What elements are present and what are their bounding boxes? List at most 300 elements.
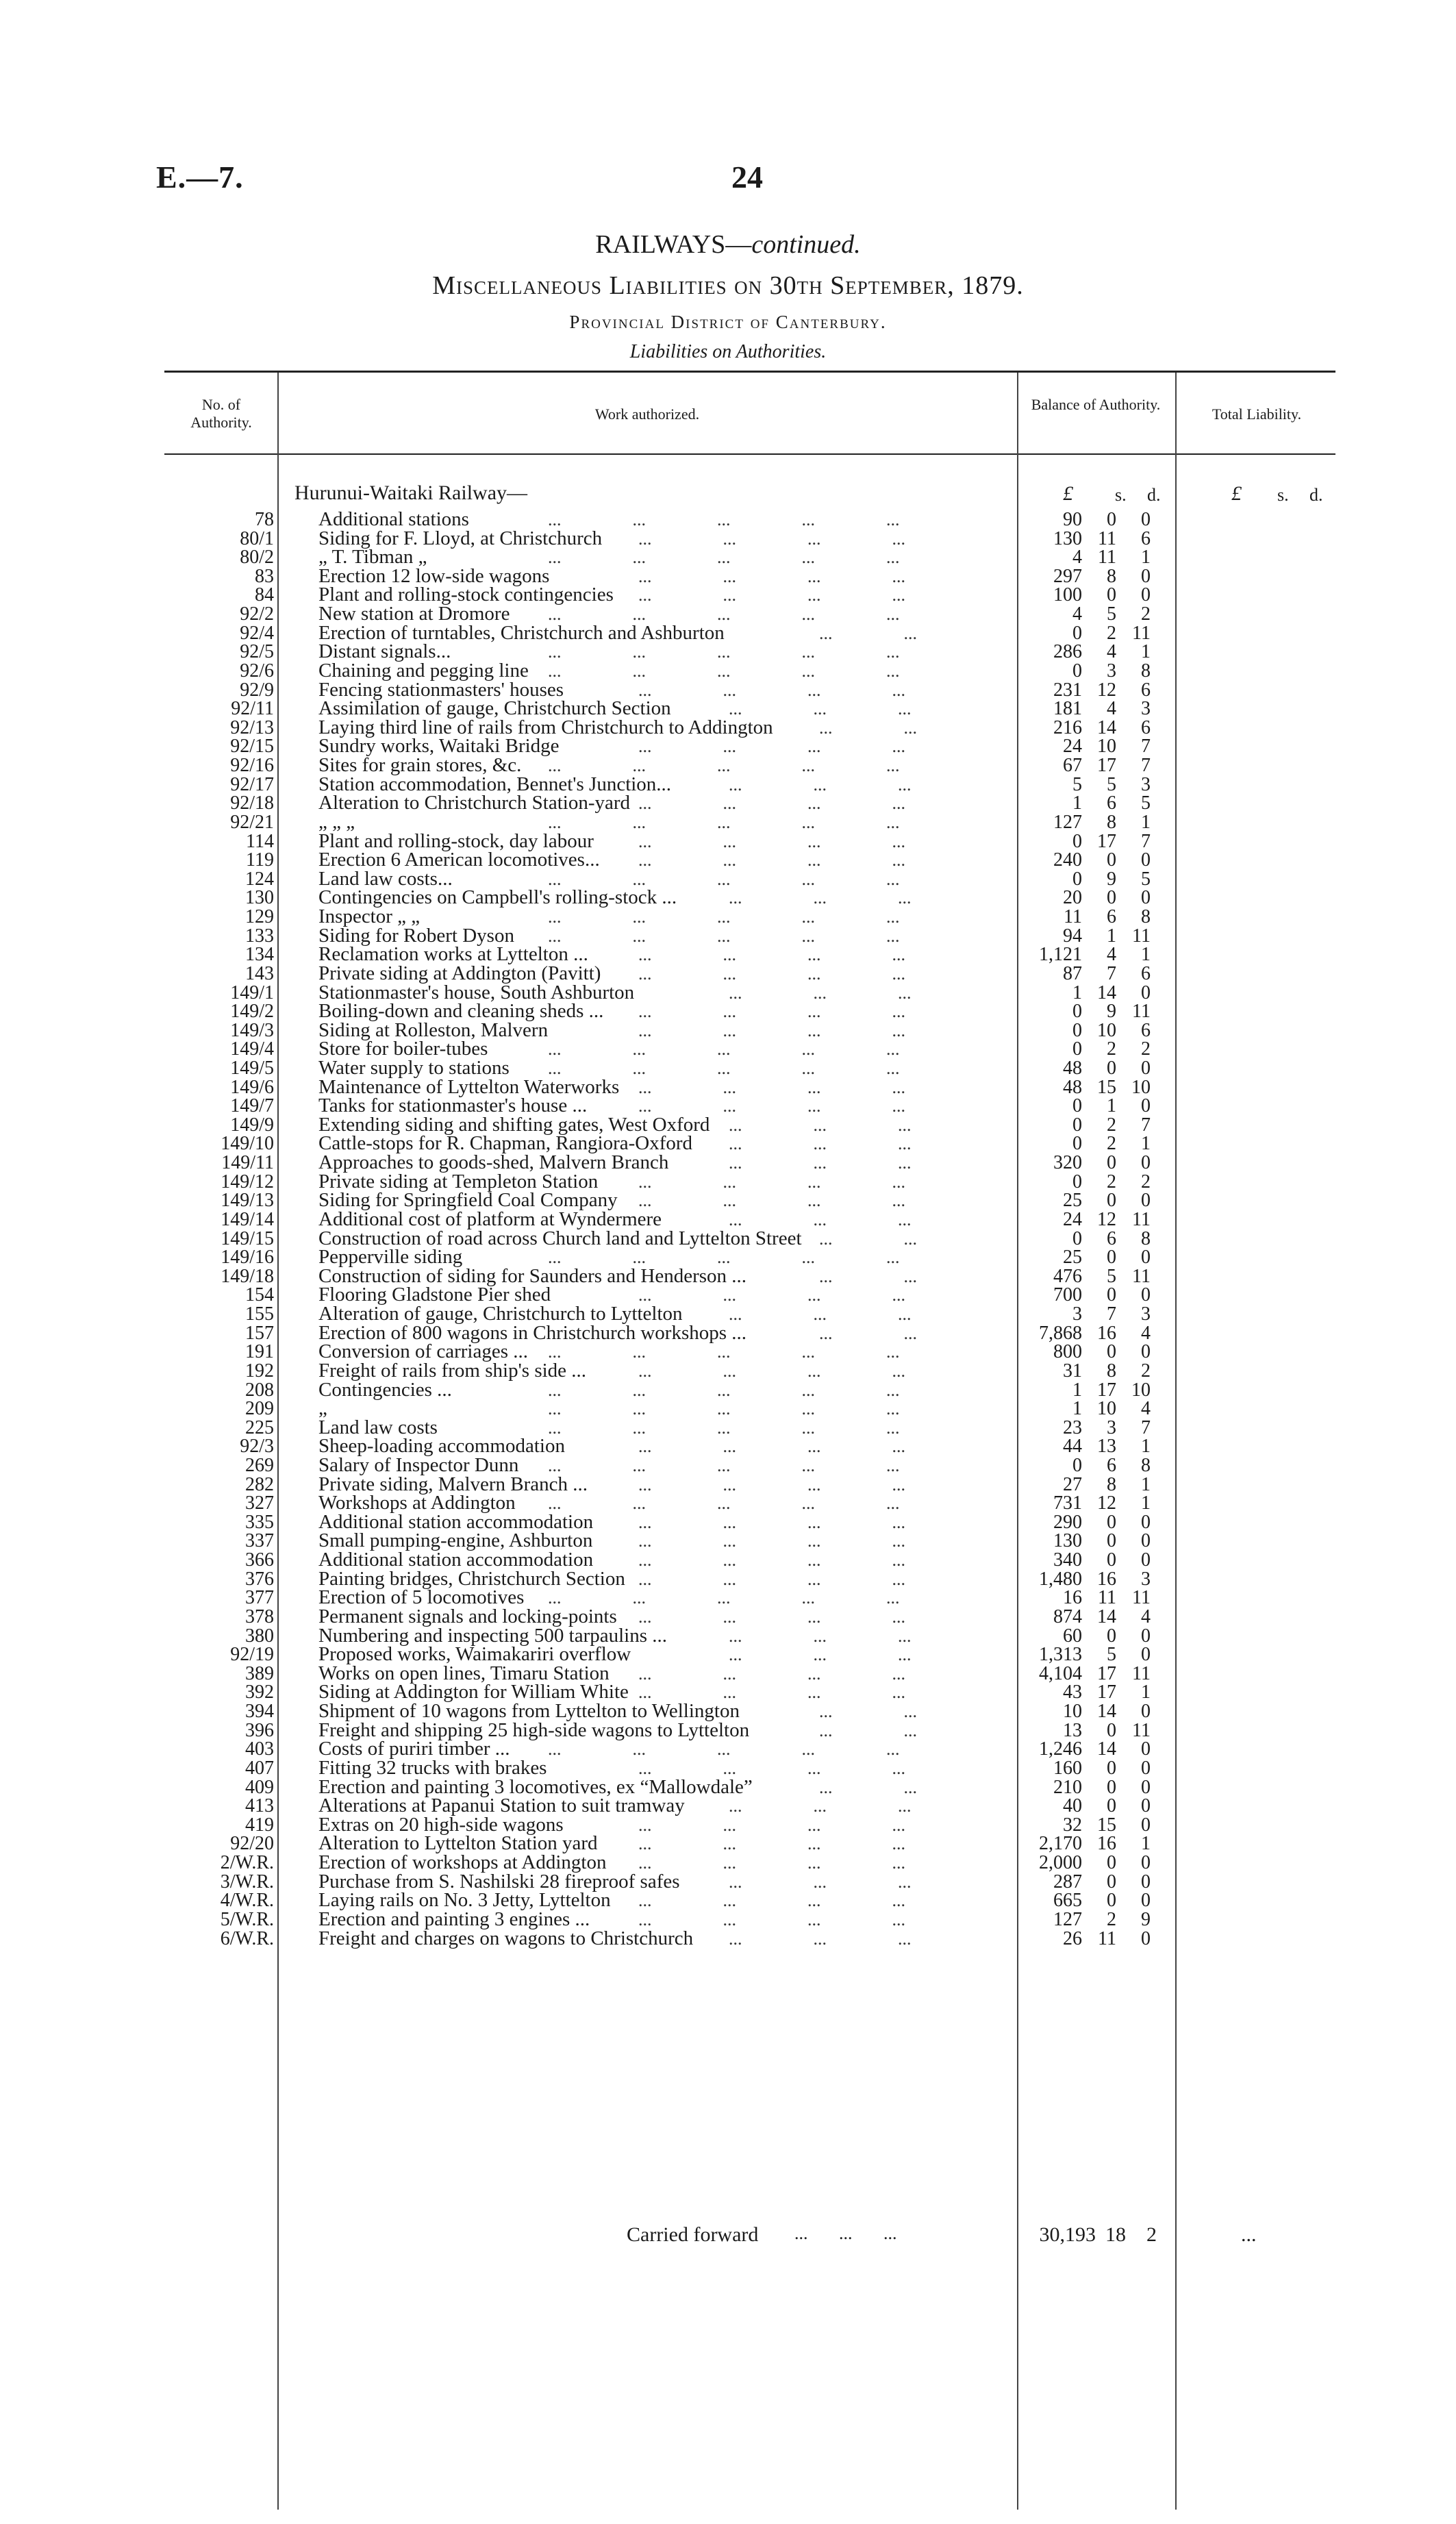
table-row: [164, 1797, 1260, 1815]
balance-pounds: 160: [1053, 1757, 1082, 1779]
work-description: Extras on 20 high-side wagons: [318, 1813, 564, 1836]
balance-shillings: 16: [1097, 1833, 1116, 1855]
table-row: [164, 1551, 1260, 1569]
leader-dots: ... ... ... ... ...: [548, 755, 900, 776]
balance-shillings: 0: [1107, 849, 1116, 871]
balance-pounds: 1: [1072, 1379, 1082, 1401]
balance-pence: 11: [1132, 1265, 1151, 1287]
work-description: Construction of road across Church land and Lyttelton Street: [318, 1227, 802, 1249]
work-description: Additional station accommodation: [318, 1549, 594, 1571]
work-description: Additional station accommodation: [318, 1510, 594, 1533]
work-description: Alterations at Papanui Station to suit tramway: [318, 1795, 685, 1817]
balance-pounds: 731: [1053, 1492, 1082, 1514]
work-description: Pepperville siding: [318, 1246, 463, 1269]
group-heading: Hurunui-Waitaki Railway—: [294, 482, 528, 504]
balance-pounds: 24: [1063, 736, 1082, 758]
balance-pounds: 3: [1072, 1303, 1082, 1325]
leader-dots: ... ... ... ...: [638, 1285, 905, 1305]
work-description: Laying third line of rails from Christchurch to Addington: [318, 716, 773, 738]
balance-shillings: 16: [1097, 1322, 1116, 1344]
balance-pounds: 67: [1063, 755, 1082, 777]
balance-pence: 0: [1141, 1095, 1151, 1117]
work-description: Private siding at Addington (Pavitt): [318, 962, 601, 984]
balance-shillings: 0: [1107, 887, 1116, 909]
balance-pounds: 665: [1053, 1890, 1082, 1912]
balance-pence: 4: [1141, 1322, 1151, 1344]
authority-number: 149/14: [221, 1208, 274, 1230]
leader-dots: ... ...: [819, 1777, 917, 1797]
balance-pounds: 24: [1063, 1208, 1082, 1230]
work-description: Erection of 5 locomotives: [318, 1586, 525, 1609]
balance-pounds: 1,121: [1039, 944, 1082, 966]
authority-number: 92/2: [240, 603, 274, 625]
table-row: [164, 1097, 1260, 1115]
table-row: [164, 1605, 1260, 1627]
authority-number: 78: [255, 509, 274, 530]
balance-shillings: 5: [1107, 773, 1116, 795]
authority-number: 155: [245, 1303, 274, 1325]
table-row: [164, 1134, 1260, 1153]
table-row: [164, 1321, 1260, 1344]
balance-pence: 0: [1141, 1927, 1151, 1949]
table-row: [164, 621, 1260, 644]
balance-shillings: 5: [1107, 1265, 1116, 1287]
balance-shillings: 0: [1107, 1530, 1116, 1552]
authority-number: 378: [245, 1605, 274, 1627]
balance-pounds: 286: [1053, 641, 1082, 663]
work-description: Numbering and inspecting 500 tarpaulins ...: [318, 1624, 668, 1647]
leader-dots: ... ... ... ... ...: [548, 1379, 900, 1400]
balance-shillings: 8: [1107, 811, 1116, 833]
table-row: [164, 867, 1260, 890]
leader-dots: ... ... ... ... ...: [548, 812, 900, 832]
work-description: Store for boiler-tubes: [318, 1038, 488, 1060]
balance-pounds: 2,170: [1039, 1833, 1082, 1855]
page-title: [0, 229, 1456, 260]
balance-pounds: 48: [1063, 1057, 1082, 1079]
balance-shillings: 3: [1107, 1416, 1116, 1438]
authority-number: 380: [245, 1625, 274, 1647]
work-description: Contingencies on Campbell's rolling-stock ...: [318, 886, 677, 909]
balance-shillings: 0: [1107, 1549, 1116, 1571]
balance-pounds: 800: [1053, 1341, 1082, 1363]
balance-pence: 6: [1141, 527, 1151, 549]
work-description: New station at Dromore: [318, 603, 510, 625]
table-row: [164, 924, 1260, 947]
balance-pence: 7: [1141, 1114, 1151, 1136]
header-authority-no: No. of Authority.: [190, 396, 252, 431]
work-description: Chaining and pegging line: [318, 659, 529, 682]
balance-pounds: 0: [1072, 1019, 1082, 1041]
leader-dots: ... ... ... ...: [638, 1890, 905, 1911]
authority-number: 225: [245, 1416, 274, 1438]
balance-pence: 0: [1141, 565, 1151, 587]
table-row: [164, 888, 1260, 907]
balance-pence: 0: [1141, 982, 1151, 1003]
balance-pounds: 2,000: [1039, 1852, 1082, 1874]
balance-pence: 1: [1141, 811, 1151, 833]
work-description: Erection 12 low-side wagons: [318, 564, 550, 587]
authority-number: 149/5: [230, 1057, 274, 1079]
balance-pounds: 20: [1063, 887, 1082, 909]
balance-shillings: 1: [1107, 925, 1116, 947]
balance-pounds: 1: [1072, 982, 1082, 1003]
balance-pence: 0: [1141, 1530, 1151, 1552]
carried-forward-label: Carried forward: [627, 2223, 759, 2246]
document-code: E.—7.: [156, 160, 244, 195]
authority-number: 149/16: [221, 1247, 274, 1269]
balance-pounds: 340: [1053, 1549, 1082, 1571]
work-description: Sundry works, Waitaki Bridge: [318, 735, 560, 758]
leader-dots: ... ... ... ... ...: [548, 1493, 900, 1514]
authority-number: 92/15: [230, 736, 274, 758]
balance-pence: 0: [1141, 1757, 1151, 1779]
balance-shillings: 13: [1097, 1436, 1116, 1458]
balance-shillings: 3: [1107, 660, 1116, 682]
balance-pounds: 287: [1053, 1871, 1082, 1892]
work-description: Land law costs: [318, 1416, 438, 1438]
balance-pence: 2: [1141, 603, 1151, 625]
balance-pence: 2: [1141, 1360, 1151, 1382]
page-number: 24: [731, 160, 763, 195]
balance-pounds: 700: [1053, 1284, 1082, 1306]
balance-pence: 11: [1132, 1719, 1151, 1741]
leader-dots: ... ... ...: [729, 982, 912, 1003]
balance-pounds: 240: [1053, 849, 1082, 871]
table-row: [164, 1510, 1260, 1533]
subtitle: Miscellaneous Liabilities on 30th September, 1879.: [432, 271, 1024, 300]
leader-dots: ... ... ... ...: [638, 963, 905, 984]
balance-pence: 0: [1141, 1511, 1151, 1533]
table-row: [164, 1153, 1260, 1172]
balance-pence: 6: [1141, 679, 1151, 701]
work-description: Land law costs...: [318, 867, 453, 890]
authority-number: 84: [255, 584, 274, 606]
balance-pounds: 0: [1072, 1171, 1082, 1192]
balance-shillings: 0: [1107, 1247, 1116, 1269]
carried-forward-dots: ... ... ...: [794, 2223, 897, 2243]
balance-pence: 10: [1131, 1379, 1151, 1401]
authority-number: 149/9: [230, 1114, 274, 1136]
balance-pound-symbol: £: [1063, 482, 1073, 505]
balance-pence: 1: [1141, 1436, 1151, 1458]
authority-number: 191: [245, 1341, 274, 1363]
work-description: Small pumping-engine, Ashburton: [318, 1529, 593, 1552]
balance-pounds: 5: [1072, 773, 1082, 795]
table-top-rule: [164, 371, 1335, 373]
authority-number: 92/9: [240, 679, 274, 701]
leader-dots: ... ... ... ... ...: [548, 1342, 900, 1362]
balance-pounds: 11: [1064, 906, 1082, 928]
leader-dots: ... ... ... ...: [638, 1171, 905, 1192]
balance-shillings: 6: [1107, 792, 1116, 814]
table-row: [164, 810, 1260, 833]
table-row: [164, 1075, 1260, 1098]
balance-shillings: 2: [1107, 1114, 1116, 1136]
header-work-authorized: Work authorized.: [594, 405, 700, 423]
balance-pence: 1: [1141, 1833, 1151, 1855]
work-description: Stationmaster's house, South Ashburton: [318, 981, 635, 1003]
table-row: [164, 1475, 1260, 1494]
work-description: Costs of puriri timber ...: [318, 1738, 510, 1760]
balance-shillings: 0: [1107, 1152, 1116, 1174]
balance-pence: 2: [1141, 1038, 1151, 1060]
table-row: [164, 1229, 1260, 1248]
authority-number: 335: [245, 1511, 274, 1533]
balance-pence: 6: [1141, 716, 1151, 738]
balance-pounds: 1: [1072, 1398, 1082, 1420]
balance-pounds: 23: [1063, 1416, 1082, 1438]
authority-number: 407: [245, 1757, 274, 1779]
leader-dots: ... ... ... ...: [638, 585, 905, 605]
table-row: [164, 964, 1260, 983]
authority-number: 149/2: [230, 1001, 274, 1023]
table-row: [164, 851, 1260, 869]
work-description: Permanent signals and locking-points: [318, 1605, 617, 1627]
balance-pence: 0: [1141, 1625, 1151, 1647]
balance-pence: 11: [1132, 1208, 1151, 1230]
leader-dots: ... ... ... ... ...: [548, 1417, 900, 1438]
balance-pounds: 181: [1053, 698, 1082, 720]
balance-pounds: 1,246: [1039, 1738, 1082, 1760]
balance-shillings: 17: [1097, 1662, 1116, 1684]
authority-number: 92/20: [230, 1833, 274, 1855]
balance-shillings: 12: [1097, 1208, 1116, 1230]
leader-dots: ... ... ... ... ...: [548, 642, 900, 662]
leader-dots: ... ... ... ...: [638, 1758, 905, 1778]
balance-pence: 0: [1141, 1057, 1151, 1079]
balance-pence: 1: [1141, 641, 1151, 663]
authority-number: 143: [245, 962, 274, 984]
balance-pence: 0: [1141, 849, 1151, 871]
balance-pounds: 1,313: [1039, 1644, 1082, 1666]
table-row: [164, 1910, 1260, 1929]
authority-number: 419: [245, 1814, 274, 1836]
authority-number: 92/17: [230, 773, 274, 795]
table-row: [164, 699, 1260, 718]
balance-pounds: 290: [1053, 1511, 1082, 1533]
balance-pence: 7: [1141, 1416, 1151, 1438]
balance-pence: 1: [1141, 547, 1151, 568]
leader-dots: ... ... ... ...: [638, 1814, 905, 1835]
balance-pounds: 31: [1063, 1360, 1082, 1382]
authority-number: 119: [246, 849, 274, 871]
work-description: Boiling-down and cleaning sheds ...: [318, 1000, 604, 1023]
section-heading: Liabilities on Authorities.: [629, 341, 827, 362]
balance-shillings: 10: [1097, 1398, 1116, 1420]
work-description: Siding for Robert Dyson: [318, 924, 514, 947]
table-row: [164, 1721, 1260, 1740]
balance-shilling-label: s.: [1115, 485, 1127, 505]
balance-pence: 3: [1141, 1568, 1151, 1590]
authority-number: 124: [245, 868, 274, 890]
leader-dots: ... ... ... ...: [638, 1550, 905, 1571]
table-row: [164, 1624, 1260, 1647]
balance-pence: 0: [1141, 1795, 1151, 1817]
balance-shillings: 0: [1107, 509, 1116, 530]
leader-dots: ... ... ... ...: [638, 1606, 905, 1627]
work-description: Contingencies ...: [318, 1378, 452, 1401]
balance-pence: 1: [1141, 1133, 1151, 1155]
authority-number: 149/11: [221, 1152, 274, 1174]
balance-pounds: 210: [1053, 1776, 1082, 1798]
balance-pence: 11: [1132, 1001, 1151, 1023]
balance-shillings: 11: [1098, 547, 1116, 568]
table-row: [164, 1002, 1260, 1021]
work-description: „: [318, 1397, 327, 1420]
balance-pence: 1: [1141, 944, 1151, 966]
balance-pounds: 130: [1053, 527, 1082, 549]
table-row: [164, 1246, 1260, 1269]
leader-dots: ... ... ... ...: [638, 850, 905, 871]
table-row: [164, 1891, 1260, 1910]
balance-shillings: 0: [1107, 1757, 1116, 1779]
balance-shillings: 14: [1097, 1701, 1116, 1723]
balance-shillings: 0: [1107, 1057, 1116, 1079]
balance-pounds: 90: [1063, 509, 1082, 530]
authority-number: 80/1: [240, 527, 274, 549]
balance-shillings: 2: [1107, 622, 1116, 644]
leader-dots: ... ... ...: [729, 1114, 912, 1135]
header-balance: Balance of Authority.: [1031, 396, 1161, 413]
balance-pounds: 94: [1063, 925, 1082, 947]
table-row: [164, 1813, 1260, 1836]
balance-shillings: 16: [1097, 1568, 1116, 1590]
balance-shillings: 8: [1107, 1360, 1116, 1382]
table-row: [164, 659, 1260, 682]
table-row: [164, 678, 1260, 701]
work-description: Private siding, Malvern Branch ...: [318, 1473, 588, 1495]
balance-shillings: 8: [1107, 1473, 1116, 1495]
balance-shillings: 6: [1107, 906, 1116, 928]
balance-pence: 0: [1141, 1738, 1151, 1760]
balance-pence: 0: [1141, 1247, 1151, 1269]
work-description: Salary of Inspector Dunn: [318, 1454, 519, 1476]
authority-number: 80/2: [240, 547, 274, 568]
carried-forward-row: [164, 2223, 1260, 2247]
work-description: Freight of rails from ship's side ...: [318, 1359, 587, 1382]
leader-dots: ... ... ... ...: [638, 1682, 905, 1703]
balance-pounds: 0: [1072, 1455, 1082, 1476]
work-description: Erection and painting 3 engines ...: [318, 1908, 590, 1930]
table-row: [164, 1567, 1260, 1590]
leader-dots: ... ... ...: [729, 1928, 912, 1949]
table-row: [164, 775, 1260, 794]
leader-dots: ... ...: [819, 623, 917, 643]
work-description: Erection of workshops at Addington: [318, 1851, 607, 1874]
table-row: [164, 1286, 1260, 1304]
balance-shillings: 9: [1107, 868, 1116, 890]
authority-number: 396: [245, 1719, 274, 1741]
authority-number: 83: [255, 565, 274, 587]
authority-number: 157: [245, 1322, 274, 1344]
balance-shillings: 2: [1107, 1133, 1116, 1155]
balance-shillings: 14: [1097, 1605, 1116, 1627]
balance-pence: 0: [1141, 1852, 1151, 1874]
table-header-rule: [164, 453, 1335, 455]
leader-dots: ... ... ... ...: [638, 1001, 905, 1022]
authority-number: 92/18: [230, 792, 274, 814]
authority-number: 4/W.R.: [220, 1890, 274, 1912]
balance-pence: 0: [1141, 1190, 1151, 1212]
table-row: [164, 945, 1260, 964]
leader-dots: ... ... ... ...: [638, 831, 905, 851]
title-main: RAILWAYS—: [595, 230, 752, 259]
balance-shillings: 0: [1107, 1871, 1116, 1892]
authority-number: 269: [245, 1455, 274, 1476]
authority-number: 208: [245, 1379, 274, 1401]
table-row: [164, 1342, 1260, 1361]
balance-pounds: 16: [1063, 1587, 1082, 1609]
leader-dots: ... ... ... ... ...: [548, 1399, 900, 1419]
balance-pounds: 44: [1063, 1436, 1082, 1458]
authority-number: 282: [245, 1473, 274, 1495]
work-description: Laying rails on No. 3 Jetty, Lyttelton: [318, 1889, 611, 1912]
balance-pence: 8: [1141, 1455, 1151, 1476]
balance-pounds: 127: [1053, 811, 1082, 833]
authority-number: 149/7: [230, 1095, 274, 1117]
authority-number: 149/18: [221, 1265, 274, 1287]
balance-pence: 8: [1141, 1227, 1151, 1249]
balance-pence: 0: [1141, 1701, 1151, 1723]
balance-pence: 0: [1141, 1284, 1151, 1306]
balance-shillings: 4: [1107, 944, 1116, 966]
authority-number: 209: [245, 1398, 274, 1420]
leader-dots: ... ... ... ...: [638, 1569, 905, 1589]
authority-number: 192: [245, 1360, 274, 1382]
work-description: Erection of 800 wagons in Christchurch workshops ...: [318, 1321, 747, 1344]
authority-number: 114: [246, 830, 274, 852]
authority-number: 376: [245, 1568, 274, 1590]
authority-number: 130: [245, 887, 274, 909]
leader-dots: ... ... ... ...: [638, 793, 905, 814]
work-description: Distant signals...: [318, 640, 451, 663]
balance-pounds: 297: [1053, 565, 1082, 587]
balance-shillings: 6: [1107, 1455, 1116, 1476]
leader-dots: ... ... ... ... ...: [548, 1039, 900, 1060]
table-row: [164, 1853, 1260, 1872]
balance-pence: 6: [1141, 962, 1151, 984]
leader-dots: ... ...: [819, 1266, 917, 1286]
balance-pence: 5: [1141, 868, 1151, 890]
balance-shillings: 0: [1107, 1719, 1116, 1741]
work-description: Plant and rolling-stock contingencies: [318, 584, 614, 606]
work-description: Cattle-stops for R. Chapman, Rangiora-Oxford: [318, 1132, 693, 1155]
balance-shillings: 4: [1107, 641, 1116, 663]
table-row: [164, 1529, 1260, 1552]
balance-pounds: 231: [1053, 679, 1082, 701]
balance-pence: 0: [1141, 1644, 1151, 1666]
balance-pounds: 0: [1072, 830, 1082, 852]
balance-shillings: 11: [1098, 1927, 1116, 1949]
work-description: „ T. Tibman „: [318, 546, 427, 568]
balance-pence: 2: [1141, 1171, 1151, 1192]
balance-shillings: 0: [1107, 1284, 1116, 1306]
leader-dots: ... ... ... ... ...: [548, 1058, 900, 1078]
balance-pounds: 130: [1053, 1530, 1082, 1552]
balance-shillings: 0: [1107, 1625, 1116, 1647]
balance-pounds: 0: [1072, 868, 1082, 890]
balance-shillings: 15: [1097, 1076, 1116, 1098]
leader-dots: ... ... ... ... ...: [548, 547, 900, 568]
leader-dots: ... ... ... ... ...: [548, 907, 900, 927]
authority-number: 5/W.R.: [220, 1908, 274, 1930]
balance-pence: 0: [1141, 1814, 1151, 1836]
work-description: Assimilation of gauge, Christchurch Section: [318, 697, 671, 720]
balance-shillings: 12: [1097, 679, 1116, 701]
leader-dots: ... ... ... ...: [638, 1663, 905, 1684]
authority-number: 149/10: [221, 1133, 274, 1155]
